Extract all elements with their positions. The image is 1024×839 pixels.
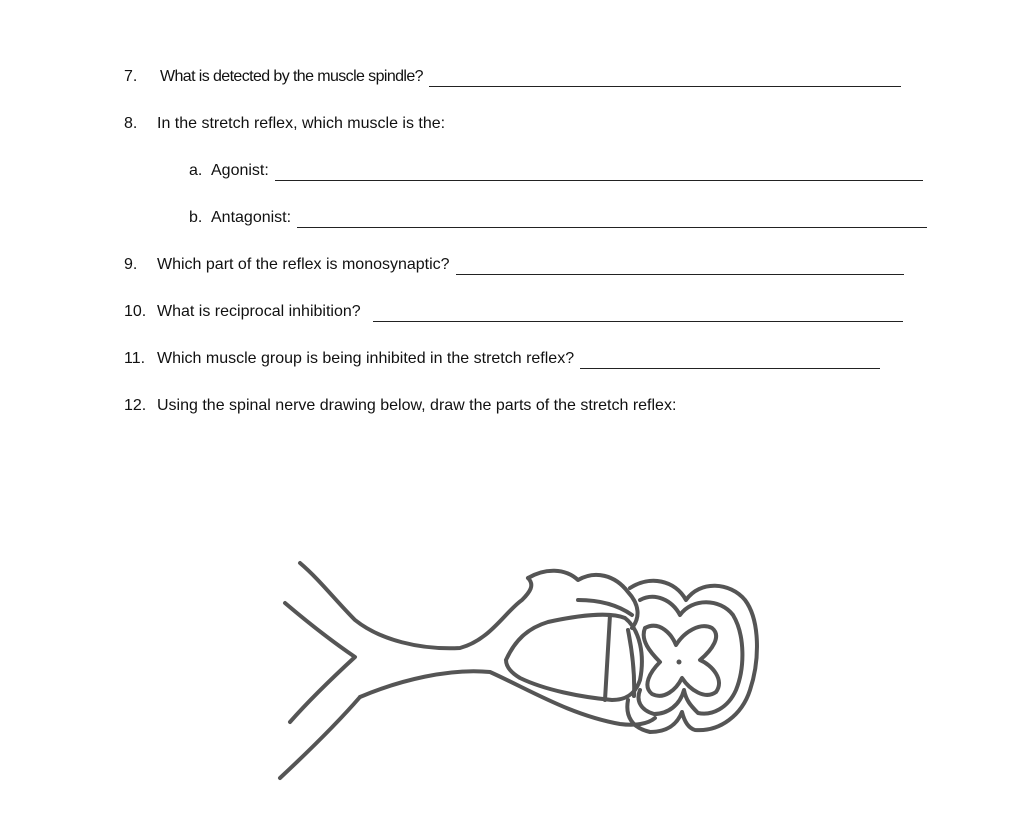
question-text: Antagonist: <box>211 209 292 226</box>
question-11 <box>124 349 880 369</box>
question-10 <box>124 302 903 322</box>
question-text: Using the spinal nerve drawing below, draw the parts of the stretch reflex: <box>157 397 677 414</box>
answer-blank-11[interactable] <box>580 352 880 369</box>
question-8 <box>124 114 445 134</box>
question-8a <box>189 161 923 181</box>
central-canal <box>677 660 682 665</box>
question-text: Agonist: <box>211 162 269 179</box>
question-9 <box>124 255 904 275</box>
answer-blank-8a[interactable] <box>275 164 923 181</box>
nerve-lower-branch <box>280 697 360 778</box>
question-12 <box>124 396 676 416</box>
nerve-upper-edge <box>300 563 531 648</box>
question-8b <box>189 208 927 228</box>
answer-blank-8b[interactable] <box>297 211 927 228</box>
question-text: What is detected by the muscle spindle? <box>160 68 423 85</box>
question-number: 8. <box>124 115 138 132</box>
subquestion-letter: a. <box>189 162 203 179</box>
question-number: 7. <box>124 68 138 85</box>
question-text: What is reciprocal inhibition? <box>157 303 361 320</box>
answer-blank-7[interactable] <box>429 70 901 87</box>
question-text: In the stretch reflex, which muscle is the: <box>157 115 446 132</box>
question-number: 11. <box>124 350 146 367</box>
question-7 <box>124 67 901 87</box>
question-number: 9. <box>124 256 138 273</box>
dorsal-root <box>578 600 632 615</box>
ventral-root-outline <box>628 630 634 696</box>
question-text: Which part of the reflex is monosynaptic? <box>157 256 450 273</box>
nerve-lower-edge <box>285 603 355 722</box>
ventral-root <box>605 615 610 700</box>
answer-blank-10[interactable] <box>373 305 903 322</box>
answer-blank-9[interactable] <box>456 258 904 275</box>
question-text: Which muscle group is being inhibited in the stretch reflex? <box>157 350 575 367</box>
root-inner-loop <box>506 615 642 700</box>
spinal-nerve-drawing[interactable] <box>270 548 770 798</box>
subquestion-letter: b. <box>189 209 203 226</box>
grey-matter <box>644 626 719 696</box>
question-number: 12. <box>124 397 147 414</box>
question-number: 10. <box>124 303 147 320</box>
